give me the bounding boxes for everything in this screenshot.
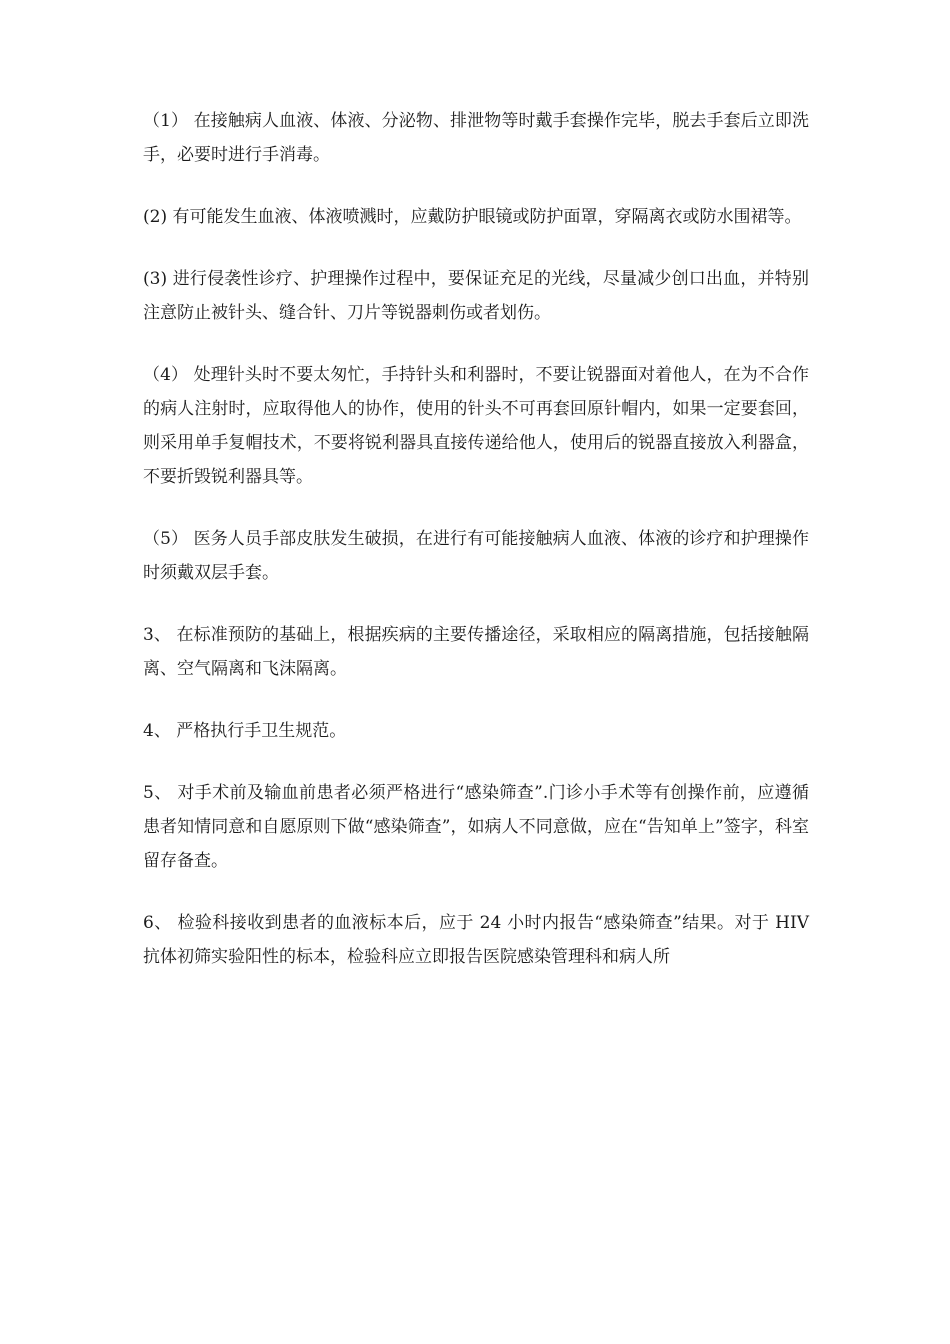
paragraph-2: (2) 有可能发生血液、体液喷溅时，应戴防护眼镜或防护面罩，穿隔离衣或防水围裙等。: [143, 207, 802, 227]
paragraph-7: 4、 严格执行手卫生规范。: [143, 721, 347, 741]
paragraph-5: （5） 医务人员手部皮肤发生破损，在进行有可能接触病人血液、体液的诊疗和护理操作时须戴双层手套。: [143, 529, 809, 583]
paragraph-8: 5、 对手术前及输血前患者必须严格进行“感染筛查”.门诊小手术等有创操作前，应遵循患者知情同意和自愿原则下做“感染筛查”，如病人不同意做，应在“告知单上”签字，科室留存备查。: [143, 783, 809, 871]
paragraph-6: 3、 在标准预防的基础上，根据疾病的主要传播途径，采取相应的隔离措施，包括接触隔离、空气隔离和飞沫隔离。: [143, 625, 809, 679]
paragraph-9: 6、 检验科接收到患者的血液标本后，应于 24 小时内报告“感染筛查”结果。对于 HIV 抗体初筛实验阳性的标本，检验科应立即报告医院感染管理科和病人所: [143, 913, 809, 967]
paragraph-3: (3) 进行侵袭性诊疗、护理操作过程中，要保证充足的光线，尽量减少创口出血，并特别注意防止被针头、缝合针、刀片等锐器刺伤或者划伤。: [143, 269, 809, 323]
document-body: [143, 104, 809, 1002]
paragraph-1: （1） 在接触病人血液、体液、分泌物、排泄物等时戴手套操作完毕，脱去手套后立即洗手，必要时进行手消毒。: [143, 111, 809, 165]
paragraph-4: （4） 处理针头时不要太匆忙，手持针头和利器时，不要让锐器面对着他人，在为不合作的病人注射时，应取得他人的协作，使用的针头不可再套回原针帽内，如果一定要套回，则采用单手复帽技术，不要将锐利器具直接传递给他人，使用后的锐器直接放入利器盒，不要折毁锐利器具等。: [143, 365, 809, 487]
